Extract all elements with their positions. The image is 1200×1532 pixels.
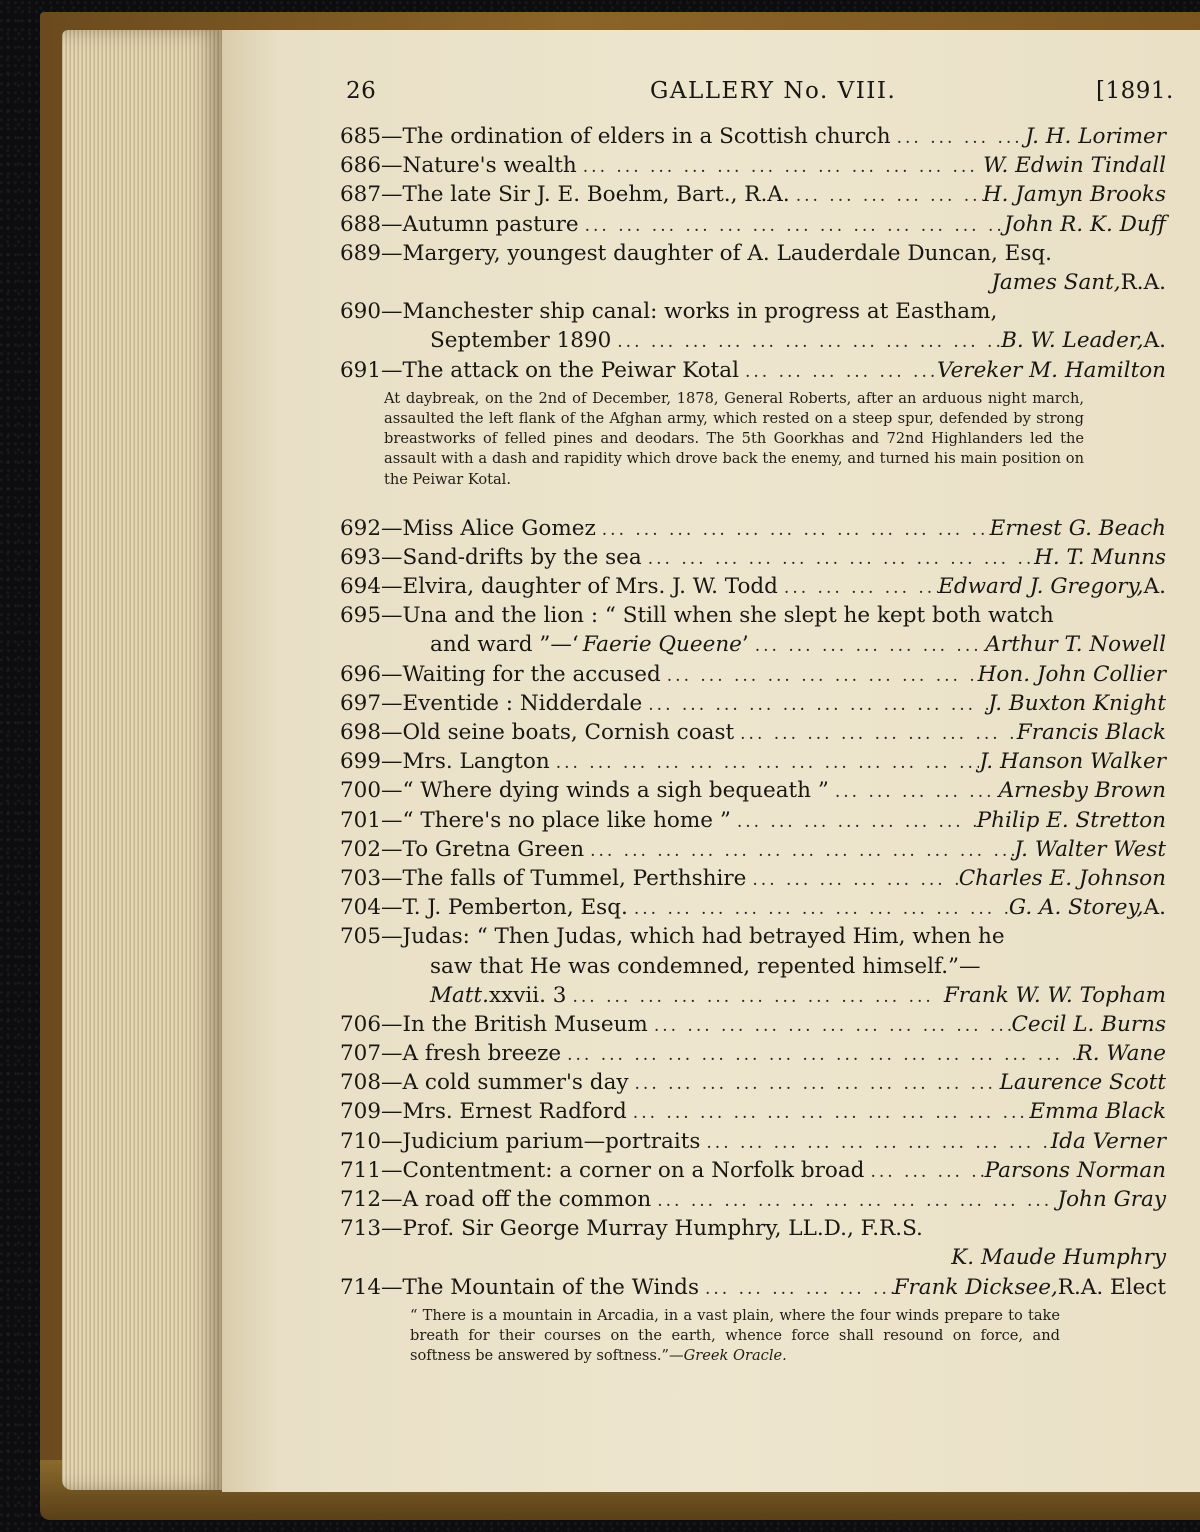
entry-number: 711—	[340, 1157, 403, 1183]
entry-title-continued: September 1890	[430, 328, 612, 354]
entry-group-4	[340, 1010, 1166, 1214]
entry-number: 701—	[340, 807, 403, 833]
entry-artist: G. A. Storey,	[1008, 895, 1144, 921]
catalogue-entry	[340, 1273, 1166, 1302]
entry-title: The late Sir J. E. Boehm, Bart., R.A.	[402, 182, 790, 208]
leader-dots	[566, 983, 943, 1012]
entry-title: Old seine boats, Cornish coast	[402, 720, 735, 746]
entry-number: 697—	[340, 690, 403, 716]
entry-title: Margery, youngest daughter of A. Lauderdale Duncan, Esq.	[402, 240, 1052, 266]
entry-title: Nature's wealth	[402, 153, 577, 179]
catalogue-entry	[340, 776, 1166, 805]
entry-artist: James Sant,	[991, 269, 1121, 295]
entry-number: 691—	[340, 357, 403, 383]
catalogue-entry	[340, 922, 1166, 951]
entry-title: Manchester ship canal: works in progress at Eastham,	[402, 299, 998, 325]
book-page	[222, 30, 1200, 1492]
entry-number: 692—	[340, 515, 403, 541]
entry-number: 688—	[340, 211, 403, 237]
entry-number: 705—	[340, 924, 403, 950]
catalogue-entry	[340, 747, 1166, 776]
leader-dots	[731, 808, 977, 837]
entry-title: Eventide : Nidderdale	[402, 690, 643, 716]
entry-number: 689—	[340, 240, 403, 266]
entry-artist-line	[340, 1243, 1166, 1272]
leader-dots	[629, 1070, 1000, 1099]
entry-note: At daybreak, on the 2nd of December, 1878, General Roberts, after an arduous night march, assaulted the left flank of the Afghan army, which rested on a steep spur, defended by strong breastworks of felled pines and deodars. The 5th Goorkhas and 72nd Highlanders led the assault with a dash and rapidity which drove back the enemy, and turned his main position on the Peiwar Kotal.	[384, 389, 1084, 488]
entry-artist: J. Walter West	[1014, 836, 1166, 862]
leader-dots	[746, 866, 958, 895]
entry-group-2	[340, 514, 1166, 602]
leader-dots	[628, 895, 1009, 924]
entry-title: Miss Alice Gomez	[402, 515, 596, 541]
leader-dots	[627, 1099, 1030, 1128]
entry-artist: Frank Dicksee,	[893, 1274, 1058, 1300]
catalogue-entry	[340, 601, 1166, 630]
entry-title-continued: and ward ”—‘	[430, 632, 579, 658]
entry-artist: Frank W. W. Topham	[943, 982, 1166, 1008]
entry-number: 704—	[340, 895, 403, 921]
entry-number: 706—	[340, 1011, 403, 1037]
entry-title: Autumn pasture	[402, 211, 579, 237]
catalogue-entry	[340, 180, 1166, 209]
catalogue-entry	[340, 297, 1166, 326]
catalogue-entry	[340, 356, 1166, 385]
entry-continuation	[340, 630, 1166, 659]
leader-dots	[739, 358, 937, 387]
entry-artist: J. H. Lorimer	[1025, 124, 1166, 149]
leader-dots	[829, 778, 999, 807]
entry-number: 703—	[340, 865, 403, 891]
leader-dots	[577, 153, 983, 182]
catalogue-entry	[340, 864, 1166, 893]
catalogue-entry	[340, 1127, 1166, 1156]
leader-dots	[699, 1275, 894, 1304]
leader-dots	[749, 632, 986, 661]
artist-suffix: R.A. Elect	[1057, 1274, 1166, 1300]
entry-title: Waiting for the accused	[402, 661, 661, 687]
entry-artist: W. Edwin Tindall	[983, 153, 1166, 179]
catalogue-entry	[340, 835, 1166, 864]
entry-title: A fresh breeze	[402, 1041, 562, 1067]
entry-title: To Gretna Green	[402, 836, 585, 862]
entry-note-text: “ There is a mountain in Arcadia, in a vast plain, where the four winds prepare to take breath for their courses on the earth, whence force shall resound on force, and softness be answered by softness.”—	[410, 1306, 1060, 1365]
catalogue-entry	[340, 122, 1166, 151]
entry-artist: Charles E. Johnson	[958, 865, 1166, 891]
catalogue-entry	[340, 572, 1166, 601]
entry-number: 710—	[340, 1128, 403, 1154]
entry-artist: K. Maude Humphry	[951, 1245, 1166, 1271]
entry-number: 695—	[340, 603, 403, 629]
entry-artist: J. Buxton Knight	[988, 690, 1166, 716]
catalogue-entry	[340, 1068, 1166, 1097]
leader-dots	[734, 720, 1017, 749]
entry-number: 702—	[340, 836, 403, 862]
entry-artist: Vereker M. Hamilton	[937, 357, 1166, 383]
entry-artist: Cecil L. Burns	[1011, 1011, 1166, 1037]
entry-title: The Mountain of the Winds	[402, 1274, 699, 1300]
entry-title: Mrs. Ernest Radford	[402, 1099, 627, 1125]
leader-dots	[584, 837, 1014, 866]
leader-dots	[790, 182, 983, 211]
catalogue-entry	[340, 239, 1166, 268]
entry-artist-line	[340, 268, 1166, 297]
leader-dots	[642, 545, 1034, 574]
scripture-reference: xxvii. 3	[488, 982, 567, 1008]
leader-dots	[642, 691, 988, 720]
entry-title: Prof. Sir George Murray Humphry, LL.D., F.R.S.	[402, 1216, 923, 1242]
entry-title: Judicium parium—portraits	[402, 1128, 701, 1154]
leader-dots	[611, 328, 1001, 357]
entry-title: A cold summer's day	[402, 1070, 629, 1096]
catalogue-entry	[340, 1156, 1166, 1185]
entry-number: 685—	[340, 124, 403, 149]
catalogue-entry	[340, 660, 1166, 689]
leader-dots	[651, 1187, 1057, 1216]
entry-artist: Hon. John Collier	[977, 661, 1166, 687]
entry-number: 699—	[340, 749, 403, 775]
entry-title: Elvira, daughter of Mrs. J. W. Todd	[402, 574, 778, 600]
entry-number: 707—	[340, 1041, 403, 1067]
entry-number: 696—	[340, 661, 403, 687]
entry-artist: Edward J. Gregory,	[938, 574, 1144, 600]
entry-number: 714—	[340, 1274, 403, 1300]
catalogue-entry	[340, 543, 1166, 572]
entry-number: 694—	[340, 574, 403, 600]
entry-artist: Francis Black	[1016, 720, 1166, 746]
artist-suffix: A.	[1143, 574, 1166, 600]
entry-artist: Ernest G. Beach	[989, 515, 1166, 541]
leader-dots	[596, 516, 990, 545]
entry-artist: H. T. Munns	[1034, 544, 1166, 570]
entry-title: In the British Museum	[402, 1011, 648, 1037]
entry-number: 698—	[340, 720, 403, 746]
artist-suffix: A.	[1143, 895, 1166, 921]
entry-artist: J. Hanson Walker	[979, 749, 1166, 775]
catalogue-entry	[340, 1214, 1166, 1243]
catalogue-entry	[340, 1185, 1166, 1214]
catalogue-entry	[340, 210, 1166, 239]
entry-number: 708—	[340, 1070, 403, 1096]
running-year: [1891.	[1096, 78, 1174, 104]
entry-title: Sand-drifts by the sea	[402, 544, 642, 570]
entry-number: 693—	[340, 544, 403, 570]
entry-continuation	[340, 981, 1166, 1010]
entry-group-3	[340, 660, 1166, 923]
entry-number: 700—	[340, 778, 403, 804]
entry-number: 687—	[340, 182, 403, 208]
entry-title: The attack on the Peiwar Kotal	[402, 357, 739, 383]
artist-suffix: A.	[1143, 328, 1166, 354]
page-header	[222, 78, 1200, 118]
entry-number: 713—	[340, 1216, 403, 1242]
leader-dots	[700, 1129, 1050, 1158]
entry-group-1	[340, 122, 1166, 239]
entry-artist: Emma Black	[1029, 1099, 1166, 1125]
catalogue-entry	[340, 1097, 1166, 1126]
leader-dots	[550, 749, 980, 778]
catalogue-entry	[340, 893, 1166, 922]
catalogue-entry	[340, 1010, 1166, 1039]
leader-dots	[648, 1012, 1012, 1041]
entry-number: 690—	[340, 299, 403, 325]
entry-title: “ There's no place like home ”	[402, 807, 731, 833]
entry-title: Mrs. Langton	[402, 749, 550, 775]
entry-artist: B. W. Leader,	[1001, 328, 1144, 354]
quote-close: ’	[741, 632, 749, 658]
scripture-book: Matt.	[430, 982, 489, 1008]
entry-artist: Laurence Scott	[999, 1070, 1166, 1096]
leader-dots	[561, 1041, 1076, 1070]
entry-title: Contentment: a corner on a Norfolk broad	[402, 1157, 865, 1183]
entry-title: Una and the lion : “ Still when she slept he kept both watch	[402, 603, 1054, 629]
leader-dots	[579, 212, 1004, 241]
artist-suffix: R.A.	[1120, 269, 1166, 295]
entry-note-source: Greek Oracle.	[683, 1347, 787, 1365]
entry-artist: R. Wane	[1076, 1041, 1166, 1067]
page-edges	[62, 30, 222, 1490]
catalogue-entry	[340, 1039, 1166, 1068]
catalogue-entry	[340, 718, 1166, 747]
page-number: 26	[346, 78, 377, 104]
entry-title: The falls of Tummel, Perthshire	[402, 865, 747, 891]
entry-title-continued: saw that He was condemned, repented himself.”—	[430, 953, 981, 979]
catalogue-entry	[340, 806, 1166, 835]
entry-artist: Arnesby Brown	[998, 778, 1166, 804]
entry-number: 712—	[340, 1187, 403, 1213]
catalogue-entries	[340, 122, 1166, 1372]
leader-dots	[891, 124, 1026, 153]
entry-title: The ordination of elders in a Scottish church	[402, 124, 891, 149]
entry-artist: John R. K. Duff	[1004, 211, 1166, 237]
catalogue-entry	[340, 514, 1166, 543]
running-title: GALLERY No. VIII.	[650, 78, 897, 104]
entry-number: 686—	[340, 153, 403, 179]
entry-artist: Philip E. Stretton	[976, 807, 1166, 833]
entry-artist: H. Jamyn Brooks	[982, 182, 1166, 208]
entry-title: T. J. Pemberton, Esq.	[402, 895, 628, 921]
entry-continuation	[340, 952, 1166, 981]
section-spacer	[340, 496, 1166, 514]
entry-title: A road off the common	[402, 1187, 652, 1213]
entry-title: Judas: “ Then Judas, which had betrayed Him, when he	[402, 924, 1005, 950]
leader-dots	[778, 574, 938, 603]
catalogue-entry	[340, 689, 1166, 718]
leader-dots	[864, 1158, 984, 1187]
poem-title: Faerie Queene	[582, 632, 742, 658]
entry-title: “ Where dying winds a sigh bequeath ”	[402, 778, 829, 804]
entry-artist: Parsons Norman	[984, 1157, 1166, 1183]
entry-artist: Ida Verner	[1050, 1128, 1166, 1154]
entry-continuation	[340, 326, 1166, 355]
entry-note	[410, 1306, 1060, 1367]
entry-artist: Arthur T. Nowell	[985, 632, 1166, 658]
entry-artist: John Gray	[1057, 1187, 1166, 1213]
entry-number: 709—	[340, 1099, 403, 1125]
catalogue-entry	[340, 151, 1166, 180]
leader-dots	[661, 662, 978, 691]
